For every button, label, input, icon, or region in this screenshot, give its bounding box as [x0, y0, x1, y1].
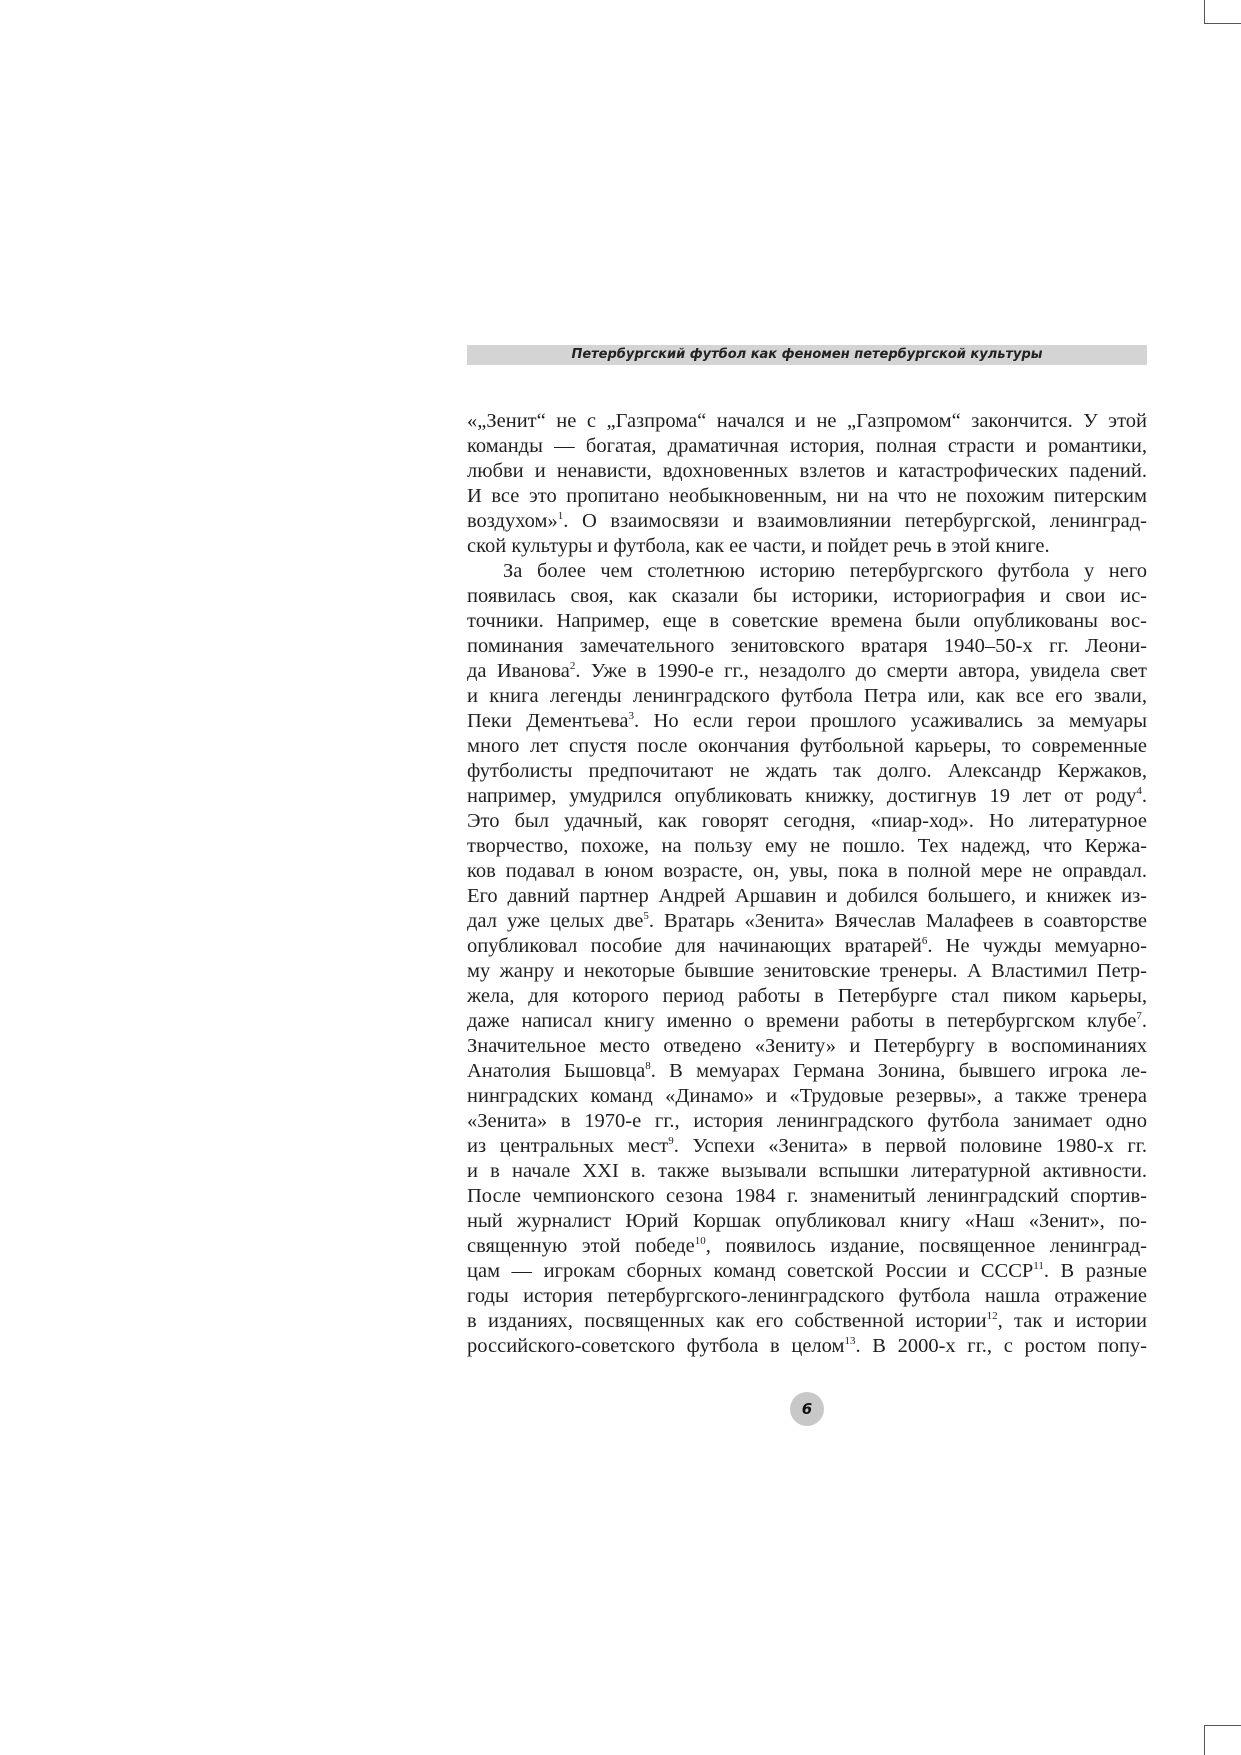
page-number: 6 — [790, 1392, 824, 1426]
line-text: много лет спустя после окончания футбольной карьеры, то современные — [467, 735, 1147, 757]
footnote-ref: 6 — [921, 935, 928, 947]
line-text: Значительное место отведено «Зениту» и Петербургу в воспоминаниях — [467, 1035, 1147, 1057]
text-line — [467, 1234, 1147, 1259]
line-text: «„Зенит“ не с „Газпрома“ начался и не „Газпромом“ закончится. У этой — [467, 410, 1147, 432]
line-text: футболисты предпочитают не ждать так долго. Александр Кержаков, — [467, 760, 1147, 782]
line-text-tail: . — [1141, 785, 1147, 807]
line-text-tail: . Успехи «Зенита» в первой половине 1980-х гг. — [673, 1135, 1147, 1157]
footnote-ref: 7 — [1136, 1010, 1142, 1022]
line-text: из центральных мест — [467, 1135, 669, 1157]
crop-mark-bottom-right-vertical — [1204, 1725, 1205, 1755]
line-text-tail: , появилось издание, посвященное ленинград- — [705, 1235, 1147, 1257]
text-line — [467, 909, 1147, 934]
footnote-ref: 8 — [645, 1060, 651, 1072]
line-text: нинградских команд «Динамо» и «Трудовые резервы», а также тренера — [467, 1085, 1147, 1107]
text-line — [467, 484, 1147, 509]
line-text: любви и ненависти, вдохновенных взлетов и катастрофических падений. — [467, 460, 1147, 482]
line-text: опубликовал пособие для начинающих вратарей — [467, 935, 922, 957]
line-text-tail: . Вратарь «Зенита» Вячеслав Малафеев в соавторстве — [648, 910, 1147, 932]
text-line — [467, 1334, 1147, 1359]
body-text — [467, 409, 1147, 1359]
line-text: и книга легенды ленинградского футбола Петра или, как все его звали, — [467, 685, 1147, 707]
text-line — [467, 759, 1147, 784]
line-text: священную этой победе — [467, 1235, 695, 1257]
line-text-tail: . В 2000-х гг., с ростом попу- — [855, 1335, 1147, 1357]
line-text-tail: . О взаимосвязи и взаимовлиянии петербургской, ленинград- — [563, 510, 1147, 532]
line-text-tail: . Уже в 1990-е гг., незадолго до смерти автора, увидела свет — [575, 660, 1147, 682]
line-text: Анатолия Бышовца — [467, 1060, 646, 1082]
line-text: например, умудрился опубликовать книжку, достигнув 19 лет от роду — [467, 785, 1137, 807]
footnote-ref: 3 — [628, 710, 635, 722]
text-line — [467, 1134, 1147, 1159]
footnote-ref: 4 — [1136, 785, 1142, 797]
footnote-ref: 9 — [668, 1135, 674, 1147]
text-line — [467, 1284, 1147, 1309]
footnote-ref: 2 — [569, 660, 576, 672]
line-text-tail: . Не чужды мемуарно- — [927, 935, 1147, 957]
text-line — [467, 609, 1147, 634]
line-text-tail: . — [1141, 1010, 1147, 1032]
line-text: в изданиях, посвященных как его собственной истории — [467, 1310, 987, 1332]
text-line — [467, 509, 1147, 534]
text-line — [467, 859, 1147, 884]
text-line — [467, 559, 1147, 584]
text-line — [467, 1034, 1147, 1059]
line-text-tail: , так и истории — [997, 1310, 1147, 1332]
text-line — [467, 809, 1147, 834]
text-line — [467, 1309, 1147, 1334]
text-line — [467, 1209, 1147, 1234]
text-line — [467, 959, 1147, 984]
footnote-ref: 13 — [844, 1335, 856, 1347]
line-text: ков подавал в юном возрасте, он, увы, пока в полной мере не оправдал. — [467, 860, 1147, 882]
footnote-ref: 5 — [643, 910, 649, 922]
footnote-ref: 11 — [1033, 1260, 1044, 1272]
text-line — [467, 984, 1147, 1009]
crop-mark-top-right-vertical — [1204, 0, 1205, 24]
line-text: годы история петербургского-ленинградского футбола нашла отражение — [467, 1285, 1147, 1307]
text-line — [467, 684, 1147, 709]
line-text-tail: . В разные — [1043, 1260, 1147, 1282]
line-text: точники. Например, еще в советские времена были опубликованы вос- — [467, 610, 1147, 632]
line-text: «Зенита» в 1970-е гг., история ленинградского футбола занимает одно — [467, 1110, 1147, 1132]
line-text: ный журналист Юрий Коршак опубликовал книгу «Наш «Зенит», по- — [467, 1210, 1147, 1232]
line-text: дал уже целых две — [467, 910, 644, 932]
line-text: Это был удачный, как говорят сегодня, «пиар-ход». Но литературное — [467, 810, 1147, 832]
text-line — [467, 584, 1147, 609]
text-line — [467, 1084, 1147, 1109]
line-text-tail: . Но если герои прошлого усаживались за мемуары — [634, 710, 1147, 732]
text-line — [467, 459, 1147, 484]
text-line — [467, 834, 1147, 859]
text-line — [467, 884, 1147, 909]
line-text: поминания замечательного зенитовского вратаря 1940–50-х гг. Леони- — [467, 635, 1147, 657]
line-text: и в начале XXI в. также вызывали вспышки литературной активности. — [467, 1160, 1147, 1182]
text-line — [467, 409, 1147, 434]
footnote-ref: 12 — [986, 1310, 998, 1322]
line-text: За более чем столетнюю историю петербургского футбола у него — [503, 560, 1147, 582]
text-line — [467, 434, 1147, 459]
line-text-tail: . В мемуарах Германа Зонина, бывшего игрока ле- — [650, 1060, 1147, 1082]
line-text: да Иванова — [467, 660, 570, 682]
line-text: российского-советского футбола в целом — [467, 1335, 845, 1357]
running-header: Петербургский футбол как феномен петербургской культуры — [467, 345, 1147, 365]
footnote-ref: 1 — [557, 510, 564, 522]
line-text: ской культуры и футбола, как ее части, и пойдет речь в этой книге. — [467, 535, 1050, 557]
line-text: появилась своя, как сказали бы историки, историография и свои ис- — [467, 585, 1147, 607]
text-line — [467, 1109, 1147, 1134]
line-text: Пеки Дементьева — [467, 710, 629, 732]
line-text: творчество, похоже, на пользу ему не пошло. Тех надежд, что Кержа- — [467, 835, 1147, 857]
line-text: команды — богатая, драматичная история, полная страсти и романтики, — [467, 435, 1147, 457]
text-line — [467, 534, 1147, 559]
line-text: цам — игрокам сборных команд советской России и СССР — [467, 1260, 1034, 1282]
text-line — [467, 1159, 1147, 1184]
text-line — [467, 1009, 1147, 1034]
footnote-ref: 10 — [694, 1235, 706, 1247]
line-text: даже написал книгу именно о времени работы в петербургском клубе — [467, 1010, 1137, 1032]
text-line — [467, 634, 1147, 659]
line-text: воздухом» — [467, 510, 558, 532]
line-text: После чемпионского сезона 1984 г. знаменитый ленинградский спортив- — [467, 1185, 1147, 1207]
line-text: Его давний партнер Андрей Аршавин и добился большего, и книжек из- — [467, 885, 1147, 907]
text-line — [467, 1259, 1147, 1284]
text-line — [467, 934, 1147, 959]
line-text: И все это пропитано необыкновенным, ни на что не похожим питерским — [467, 485, 1147, 507]
text-line — [467, 709, 1147, 734]
crop-mark-top-right-horizontal — [1204, 23, 1241, 24]
text-line — [467, 734, 1147, 759]
text-line — [467, 1184, 1147, 1209]
text-line — [467, 1059, 1147, 1084]
text-line — [467, 784, 1147, 809]
crop-mark-bottom-right-horizontal — [1204, 1725, 1241, 1726]
text-line — [467, 659, 1147, 684]
line-text: му жанру и некоторые бывшие зенитовские тренеры. А Властимил Петр- — [467, 960, 1147, 982]
line-text: жела, для которого период работы в Петербурге стал пиком карьеры, — [467, 985, 1147, 1007]
